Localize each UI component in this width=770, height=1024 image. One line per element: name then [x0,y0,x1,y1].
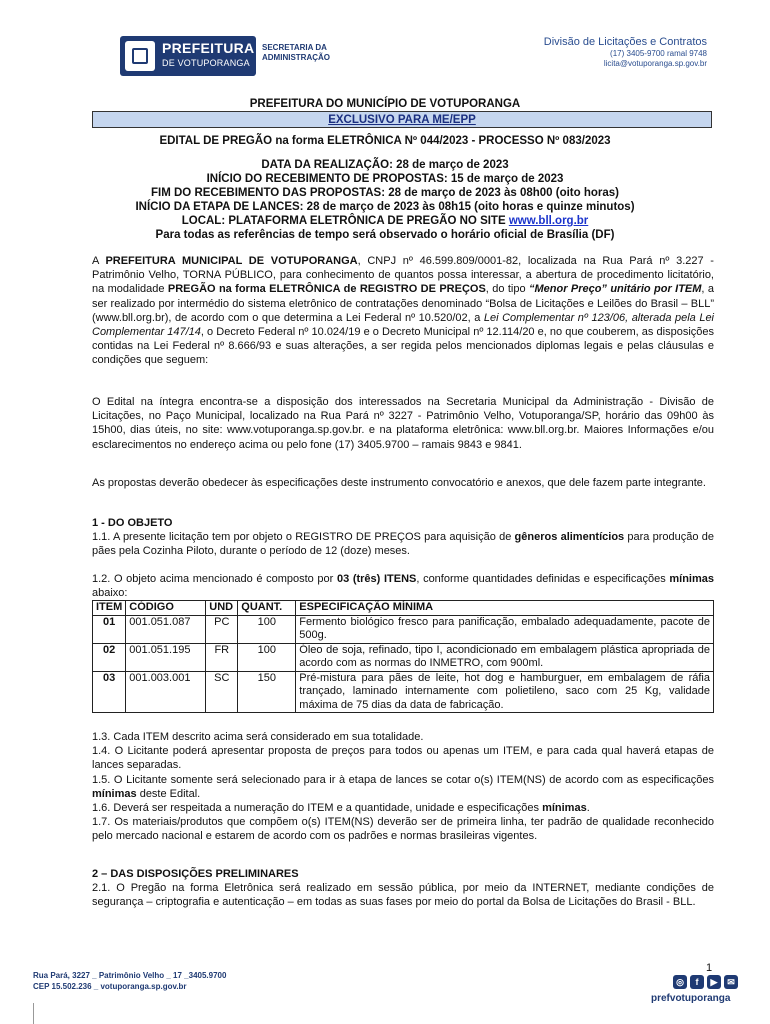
cell-especificacao: Fermento biológico fresco para panificação, embalado adequadamente, pacote de 500g. [296,615,714,643]
items-table [92,600,714,713]
cell-especificacao: Óleo de soja, refinado, tipo I, acondicionado em embalagem plástica apropriada de acordo com as normas do INMETRO, com 900ml. [296,643,714,671]
cell-und: PC [206,615,238,643]
social-handle: prefvotuporanga [651,993,731,1004]
social-icons [673,975,738,989]
time-reference: Para todas as referências de tempo será observado o horário oficial de Brasília (DF) [155,229,615,241]
division-email[interactable]: licita@votuporanga.sp.gov.br [603,59,707,68]
youtube-icon[interactable]: ▶ [707,975,721,989]
col-codigo: CÓDIGO [126,601,206,616]
col-quant: QUANT. [238,601,296,616]
clause-1-2: 1.2. O objeto acima mencionado é composto por 03 (três) ITENS, conforme quantidades definidas e especificações mínimas abaixo: [92,573,714,600]
footer-divider [33,1003,34,1024]
clause-2-1: 2.1. O Pregão na forma Eletrônica será realizado em sessão pública, por meio da INTERNET, mediante condições de segurança – criptografia e autenticação – em todas as suas fases por meio do portal da Bolsa de Licitações do Brasil - BLL. [92,882,714,909]
cell-item: 01 [93,615,126,643]
footer-address: Rua Pará, 3227 _ Patrimônio Velho _ 17 _3405.9700 [33,971,227,980]
table-row [93,643,714,671]
section2-heading: 2 – DAS DISPOSIÇÕES PRELIMINARES [92,868,299,880]
intro-paragraph: A PREFEITURA MUNICIPAL DE VOTUPORANGA, CNPJ nº 46.599.809/0001-82, localizada na Rua Pará nº 3.227 - Patrimônio Velho, TORNA PÚBLICO, para conhecimento de quantos possa interessar, a abertura de procedimento licitatório, na modalidade PREGÃO na forma ELETRÔNICA de REGISTRO DE PREÇOS, do tipo “Menor Preço” unitário por ITEM, a ser realizado por intermédio do sistema eletrônico de contratações denominado “Bolsa de Licitações e Leilões do Brasil – BLL” (www.bll.org.br), de acordo com o que determina a Lei Federal nº 10.520/02, a Lei Complementar nº 123/06, alterada pela Lei Complementar 147/14, o Decreto Federal nº 10.024/19 e o Decreto Municipal nº 12.114/20 e, no que couberem, as disposições contidas na Lei Federal nº 8.666/93 e suas alterações, a ser regida pelos mencionados diplomas legais e pelas cláusulas e condições que seguem: [92,255,714,367]
exclusive-banner: EXCLUSIVO PARA ME/EPP [92,111,712,128]
local-line [0,214,770,228]
local-label: LOCAL: PLATAFORMA ELETRÔNICA DE PREGÃO NO SITE [181,215,509,227]
bll-link[interactable]: www.bll.org.br [508,215,589,227]
col-item: ITEM [93,601,126,616]
logo-subtitle: DE VOTUPORANGA [162,58,250,68]
cell-und: SC [206,671,238,713]
cell-quant: 100 [238,643,296,671]
facebook-icon[interactable]: f [690,975,704,989]
logo-title: PREFEITURA [162,40,255,56]
proposals-paragraph: As propostas deverão obedecer às especificações deste instrumento convocatório e anexos, que dele fazem parte integrante. [92,477,706,489]
coat-of-arms-icon [125,41,155,71]
edital-availability-paragraph: O Edital na íntegra encontra-se a disposição dos interessados na Secretaria Municipal da Administração - Divisão de Licitações, no Paço Municipal, localizado na Rua Pará nº 3227 - Patrimônio Velho, Votuporanga/SP, horário das 09h00 às 15h00, dias úteis, no site: www.votuporanga.sp.gov.br. e na plataforma eletrônica: www.bll.org.br. Maiores Informações e/ou esclarecimentos no endereço acima ou pelo fone (17) 3405.9700 – ramais 9843 e 9841. [92,396,714,451]
footer-address-block [33,970,226,992]
cell-quant: 100 [238,615,296,643]
division-name: Divisão de Licitações e Contratos [543,36,707,48]
clause-1-5: 1.5. O Licitante somente será selecionado para ir à etapa de lances se cotar o(s) ITEM(NS) de acordo com as especificações mínimas deste Edital. [92,773,714,800]
date-realizacao: DATA DA REALIZAÇÃO: 28 de março de 2023 [261,159,509,171]
cell-codigo: 001.003.001 [126,671,206,713]
instagram-icon[interactable]: ◎ [673,975,687,989]
cell-quant: 150 [238,671,296,713]
cell-und: FR [206,643,238,671]
clauses-1-3-to-1-7 [92,730,714,844]
cell-codigo: 001.051.195 [126,643,206,671]
clause-1-1: 1.1. A presente licitação tem por objeto o REGISTRO DE PREÇOS para aquisição de gêneros alimentícios para produção de pães pela Cozinha Piloto, durante o período de 12 (doze) meses. [92,531,714,558]
table-row [93,615,714,643]
date-inicio-recebimento: INÍCIO DO RECEBIMENTO DE PROPOSTAS: 15 de março de 2023 [206,173,564,185]
cell-codigo: 001.051.087 [126,615,206,643]
header-contact [544,36,707,68]
cell-especificacao: Pré-mistura para pães de leite, hot dog e hamburguer, em embalagem de ráfia trançado, laminado internamente com polietileno, saco com 25 Kg, validade máxima de 75 dias da data de fabricação. [296,671,714,713]
logo-secretaria: SECRETARIA DA ADMINISTRAÇÃO [262,43,330,62]
table-header-row [93,601,714,616]
clause-1-3: 1.3. Cada ITEM descrito acima será considerado em sua totalidade. [92,731,424,743]
footer-cep: CEP 15.502.236 _ votuporanga.sp.gov.br [33,982,187,991]
clause-1-6: 1.6. Deverá ser respeitada a numeração do ITEM e a quantidade, unidade e especificações mínimas. [92,802,590,815]
col-especificacao: ESPECIFICAÇÃO MÍNIMA [296,601,714,616]
page-number: 1 [706,962,713,974]
email-icon[interactable]: ✉ [724,975,738,989]
date-fim-recebimento: FIM DO RECEBIMENTO DAS PROPOSTAS: 28 de março de 2023 às 08h00 (oito horas) [151,187,619,199]
document-title: PREFEITURA DO MUNICÍPIO DE VOTUPORANGA [249,98,521,110]
division-phone: (17) 3405-9700 ramal 9748 [610,49,707,58]
col-und: UND [206,601,238,616]
clause-1-7: 1.7. Os materiais/produtos que compõem o(s) ITEM(NS) deverão ser de primeira linha, ter padrão de qualidade reconhecido pelo mercado nacional e estarem de acordo com os padrões e normas brasileiras vigentes. [92,816,714,843]
cell-item: 02 [93,643,126,671]
dates-block [0,158,770,242]
edital-heading: EDITAL DE PREGÃO na forma ELETRÔNICA Nº 044/2023 - PROCESSO Nº 083/2023 [159,135,611,147]
prefeitura-logo [120,36,345,76]
cell-item: 03 [93,671,126,713]
date-inicio-lances: INÍCIO DA ETAPA DE LANCES: 28 de março de 2023 às 08h15 (oito horas e quinze minutos) [135,201,635,213]
clause-1-4: 1.4. O Licitante poderá apresentar proposta de preços para todos ou apenas um ITEM, e para cada qual haverá etapas de lances separadas. [92,745,714,772]
table-row [93,671,714,713]
section1-heading: 1 - DO OBJETO [92,517,173,529]
